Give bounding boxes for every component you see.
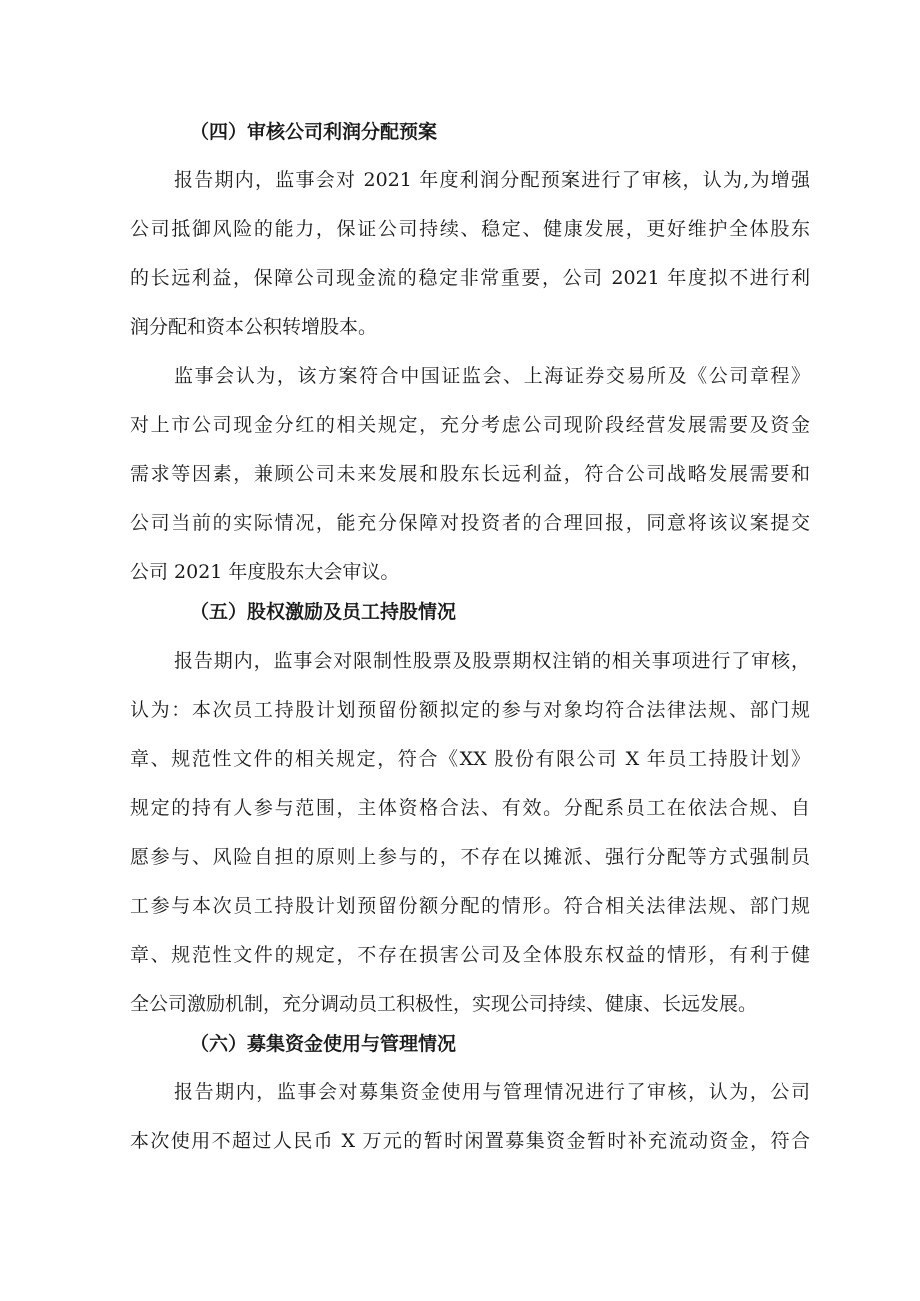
text-line: 润分配和资本公积转增股本。 bbox=[130, 316, 378, 338]
text-line: 公司抵御风险的能力，保证公司持续、稳定、健康发展，更好维护全体股东 bbox=[130, 218, 810, 240]
text-line: 章、规范性文件的规定，不存在损害公司及全体股东权益的情形，有利于健 bbox=[130, 944, 810, 966]
text-line: 监事会认为，该方案符合中国证监会、上海证券交易所及《公司章程》 bbox=[174, 365, 810, 387]
text-line: 报告期内，监事会对募集资金使用与管理情况进行了审核，认为，公司 bbox=[174, 1081, 810, 1103]
text-line: 需求等因素，兼顾公司未来发展和股东长远利益，符合公司战略发展需要和 bbox=[130, 463, 810, 485]
text-line: 章、规范性文件的相关规定，符合《XX 股份有限公司 X 年员工持股计划》 bbox=[130, 748, 810, 770]
section-heading-6: （六）募集资金使用与管理情况 bbox=[190, 1033, 457, 1055]
paragraph-supervisory-opinion bbox=[130, 352, 810, 597]
section-heading-4: （四）审核公司利润分配预案 bbox=[190, 121, 438, 143]
section-heading-5: （五）股权激励及员工持股情况 bbox=[190, 601, 457, 623]
text-line: 对上市公司现金分红的相关规定，充分考虑公司现阶段经营发展需要及资金 bbox=[130, 414, 810, 436]
text-line: 报告期内，监事会对 2021 年度利润分配预案进行了审核，认为,为增强 bbox=[174, 169, 810, 191]
text-line: 公司 2021 年度股东大会审议。 bbox=[130, 561, 400, 583]
text-line: 报告期内，监事会对限制性股票及股票期权注销的相关事项进行了审核， bbox=[174, 650, 810, 672]
paragraph-raised-funds bbox=[130, 1068, 810, 1166]
text-line: 公司当前的实际情况，能充分保障对投资者的合理回报，同意将该议案提交 bbox=[130, 512, 810, 534]
text-line: 认为：本次员工持股计划预留份额拟定的参与对象均符合法律法规、部门规 bbox=[130, 699, 810, 721]
text-line: 愿参与、风险自担的原则上参与的，不存在以摊派、强行分配等方式强制员 bbox=[130, 846, 810, 868]
text-line: 本次使用不超过人民币 X 万元的暂时闲置募集资金暂时补充流动资金，符合 bbox=[130, 1130, 810, 1152]
paragraph-equity-incentive bbox=[130, 637, 810, 1029]
text-line: 的长远利益，保障公司现金流的稳定非常重要，公司 2021 年度拟不进行利 bbox=[130, 267, 810, 289]
text-line: 工参与本次员工持股计划预留份额分配的情形。符合相关法律法规、部门规 bbox=[130, 895, 810, 917]
text-line: 规定的持有人参与范围，主体资格合法、有效。分配系员工在依法合规、自 bbox=[130, 797, 810, 819]
text-line: 全公司激励机制，充分调动员工积极性，实现公司持续、健康、长远发展。 bbox=[130, 993, 758, 1015]
paragraph-profit-distribution-review bbox=[130, 156, 810, 352]
